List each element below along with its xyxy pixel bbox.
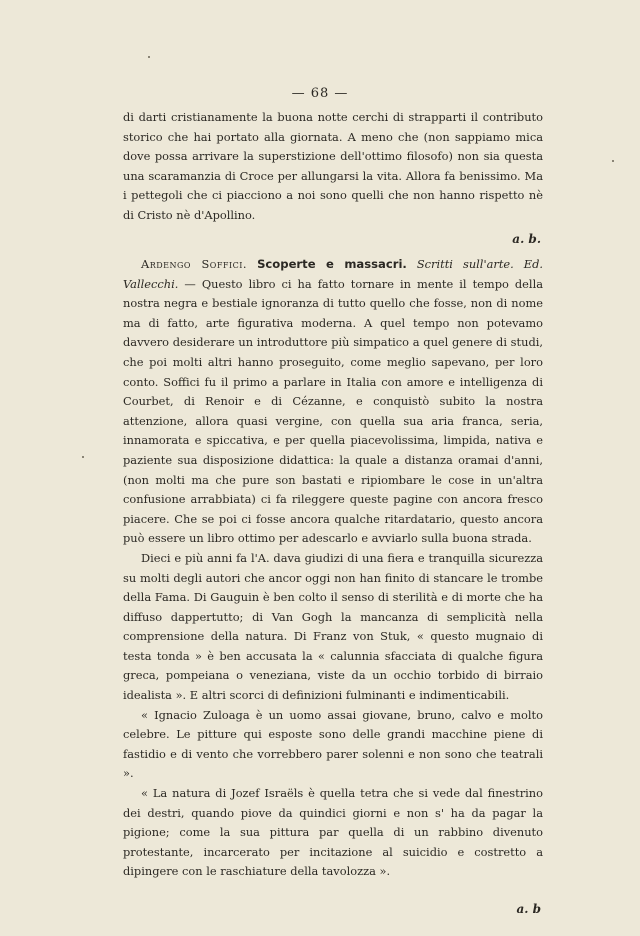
- review-book-subtitle: Scritti sull'arte. Ed. Vallecchi.: [123, 257, 544, 291]
- paper-speck: [612, 160, 614, 162]
- review-author: Ardengo Soffici.: [141, 257, 248, 271]
- review-first-paragraph: [123, 255, 543, 549]
- review-signature: a. b: [516, 902, 541, 916]
- review-paragraph: Dieci e più anni fa l'A. dava giudizi di una fiera e tranquilla sicurezza su molti degli autori che ancor oggi non han finito di stancare le trombe della Fama. Di Gauguin è ben colto il senso di sterilità e di morte che ha diffuso dappertutto; di Van Gogh la mancanza di semplicità nella comprensione della natura. Di Franz von Stuk, « questo mugnaio di testa tonda » è ben accusata la « calunnia sfacciata di qualche figura greca, pompeiana o veneziana, viste da un occhio torbido di birraio idealista ». E altri scorci di definizioni fulminanti e indimenticabili.: [123, 550, 543, 703]
- paper-speck: [148, 56, 150, 58]
- closing-paragraph: di darti cristianamente la buona notte cerchi di strapparti il contributo storico che hai portato alla giornata. A meno che (non sappiamo mica dove possa arrivare la superstizione dell'ottimo filosofo) non sia questa una scaramanzia di Croce per allungarsi la vita. Allora fa benissimo. Ma i pettegoli che ci piacciono a noi sono quelli che non hanno rispetto nè di Cristo nè d'Apollino.: [123, 110, 543, 222]
- paper-speck: [82, 456, 84, 458]
- review-quote-israels: « La natura di Jozef Israëls è quella tetra che si vede dal finestrino dei destri, quando piove da quindici giorni e non s' ha da pagar la pigione; come la sua pittura par quella di un rabbino divenuto protestante, incarcerato per incitazione al suicidio e costretto a dipingere con le raschiature della tavolozza ».: [123, 786, 543, 879]
- closing-paragraph-block: [123, 108, 543, 249]
- review-book-title: Scoperte e massacri.: [257, 257, 407, 271]
- book-review: [123, 255, 543, 920]
- signature-initials: a. b.: [512, 231, 541, 246]
- page-number: — 68 —: [291, 86, 349, 101]
- review-quote-zuloaga: « Ignacio Zuloaga è un uomo assai giovane, bruno, calvo e molto celebre. Le pitture qui esposte sono delle grandi macchine piene di fastidio e di vento che vorrebbero parer solenni e non sono che teatrali ».: [123, 707, 543, 781]
- review-body: — Questo libro ci ha fatto tornare in mente il tempo della nostra negra e bestiale ignoranza di tutto quello che fosse, non di nome ma di fatto, arte figurativa moderna. A quel tempo non potevamo davvero desiderare un introduttore più simpatico a quel genere di studi, che poi molti altri hanno proseguito, come meglio sapevano, per loro conto. Soffici fu il primo a parlare in Italia con amore e intelligenza di Courbet, di Renoir e di Cézanne, e conquistò subito la nostra attenzione, allora quasi vergine, con quella sua aria franca, seria, innamorata e spiccativa, e per quella piacevolissima, limpida, nativa e paziente sua disposizione didattica: la quale a distanza oramai d'anni, (non molti ma che pure son bastati e ripiombare le cose in un'altra confusione arrabbiata) ci fa rileggere queste pagine con ancora fresco piacere. Che se poi ci fosse ancora qualche ritardatario, questo ancora può essere un libro ottimo per adescarlo e avviarlo sulla buona strada.: [123, 276, 544, 546]
